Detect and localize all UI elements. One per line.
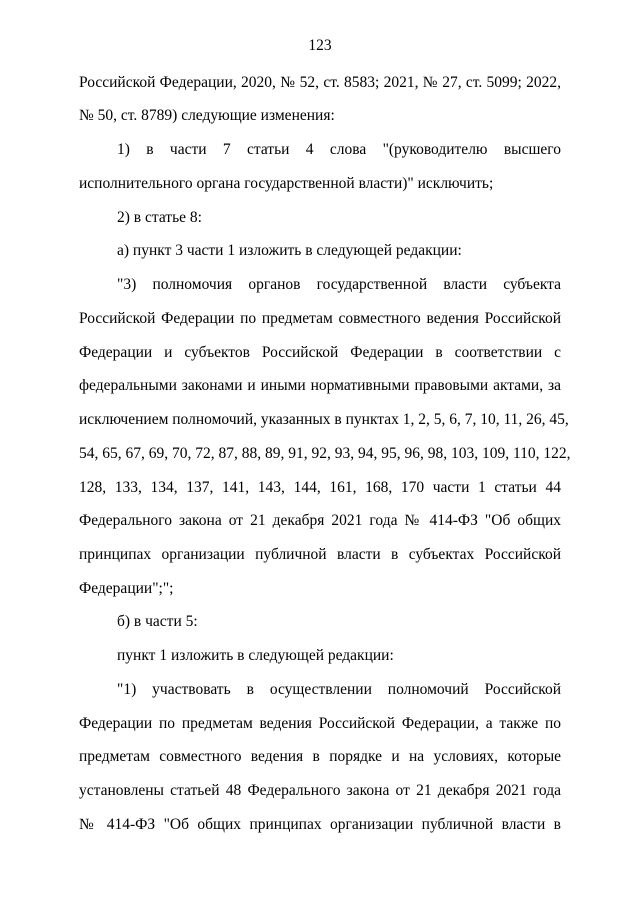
text-line: пункт 1 изложить в следующей редакции:	[117, 647, 394, 664]
text-line: Федерации и субъектов Российской Федерации в соответствии с	[79, 344, 561, 361]
text-line: "1) участвовать в осуществлении полномочий Российской	[117, 681, 561, 698]
text-line: принципах организации публичной власти в субъектах Российской	[79, 546, 561, 563]
text-line: а) пункт 3 части 1 изложить в следующей редакции:	[117, 242, 462, 259]
text-line: Российской Федерации по предметам совместного ведения Российской	[79, 310, 561, 327]
text-line: б) в части 5:	[117, 613, 198, 630]
text-line: Федерации по предметам ведения Российской Федерации, а также по	[79, 715, 561, 732]
text-line: федеральными законами и иными нормативными правовыми актами, за	[79, 377, 561, 394]
text-line: установлены статьей 48 Федерального закона от 21 декабря 2021 года	[79, 782, 561, 799]
text-line: 2) в статье 8:	[117, 209, 202, 226]
text-line: исключением полномочий, указанных в пунктах 1, 2, 5, 6, 7, 10, 11, 26, 45,	[79, 411, 569, 428]
text-line: № 414-ФЗ "Об общих принципах организации публичной власти в	[79, 816, 561, 833]
text-line: Федерации";";	[79, 580, 174, 597]
text-line: 54, 65, 67, 69, 70, 72, 87, 88, 89, 91, 92, 93, 94, 95, 96, 98, 103, 109, 110, 122,	[79, 445, 571, 462]
text-line: 1) в части 7 статьи 4 слова "(руководителю высшего	[117, 141, 561, 158]
text-line: предметам совместного ведения в порядке и на условиях, которые	[79, 748, 561, 765]
text-line: Федерального закона от 21 декабря 2021 года № 414-ФЗ "Об общих	[79, 512, 561, 529]
text-line: № 50, ст. 8789) следующие изменения:	[79, 107, 335, 124]
text-line: 128, 133, 134, 137, 141, 143, 144, 161, 168, 170 части 1 статьи 44	[79, 479, 561, 496]
page-number: 123	[308, 37, 332, 54]
text-line: "3) полномочия органов государственной власти субъекта	[117, 276, 561, 293]
text-line: Российской Федерации, 2020, № 52, ст. 8583; 2021, № 27, ст. 5099; 2022,	[79, 74, 561, 91]
text-line: исполнительного органа государственной власти)" исключить;	[79, 175, 494, 192]
